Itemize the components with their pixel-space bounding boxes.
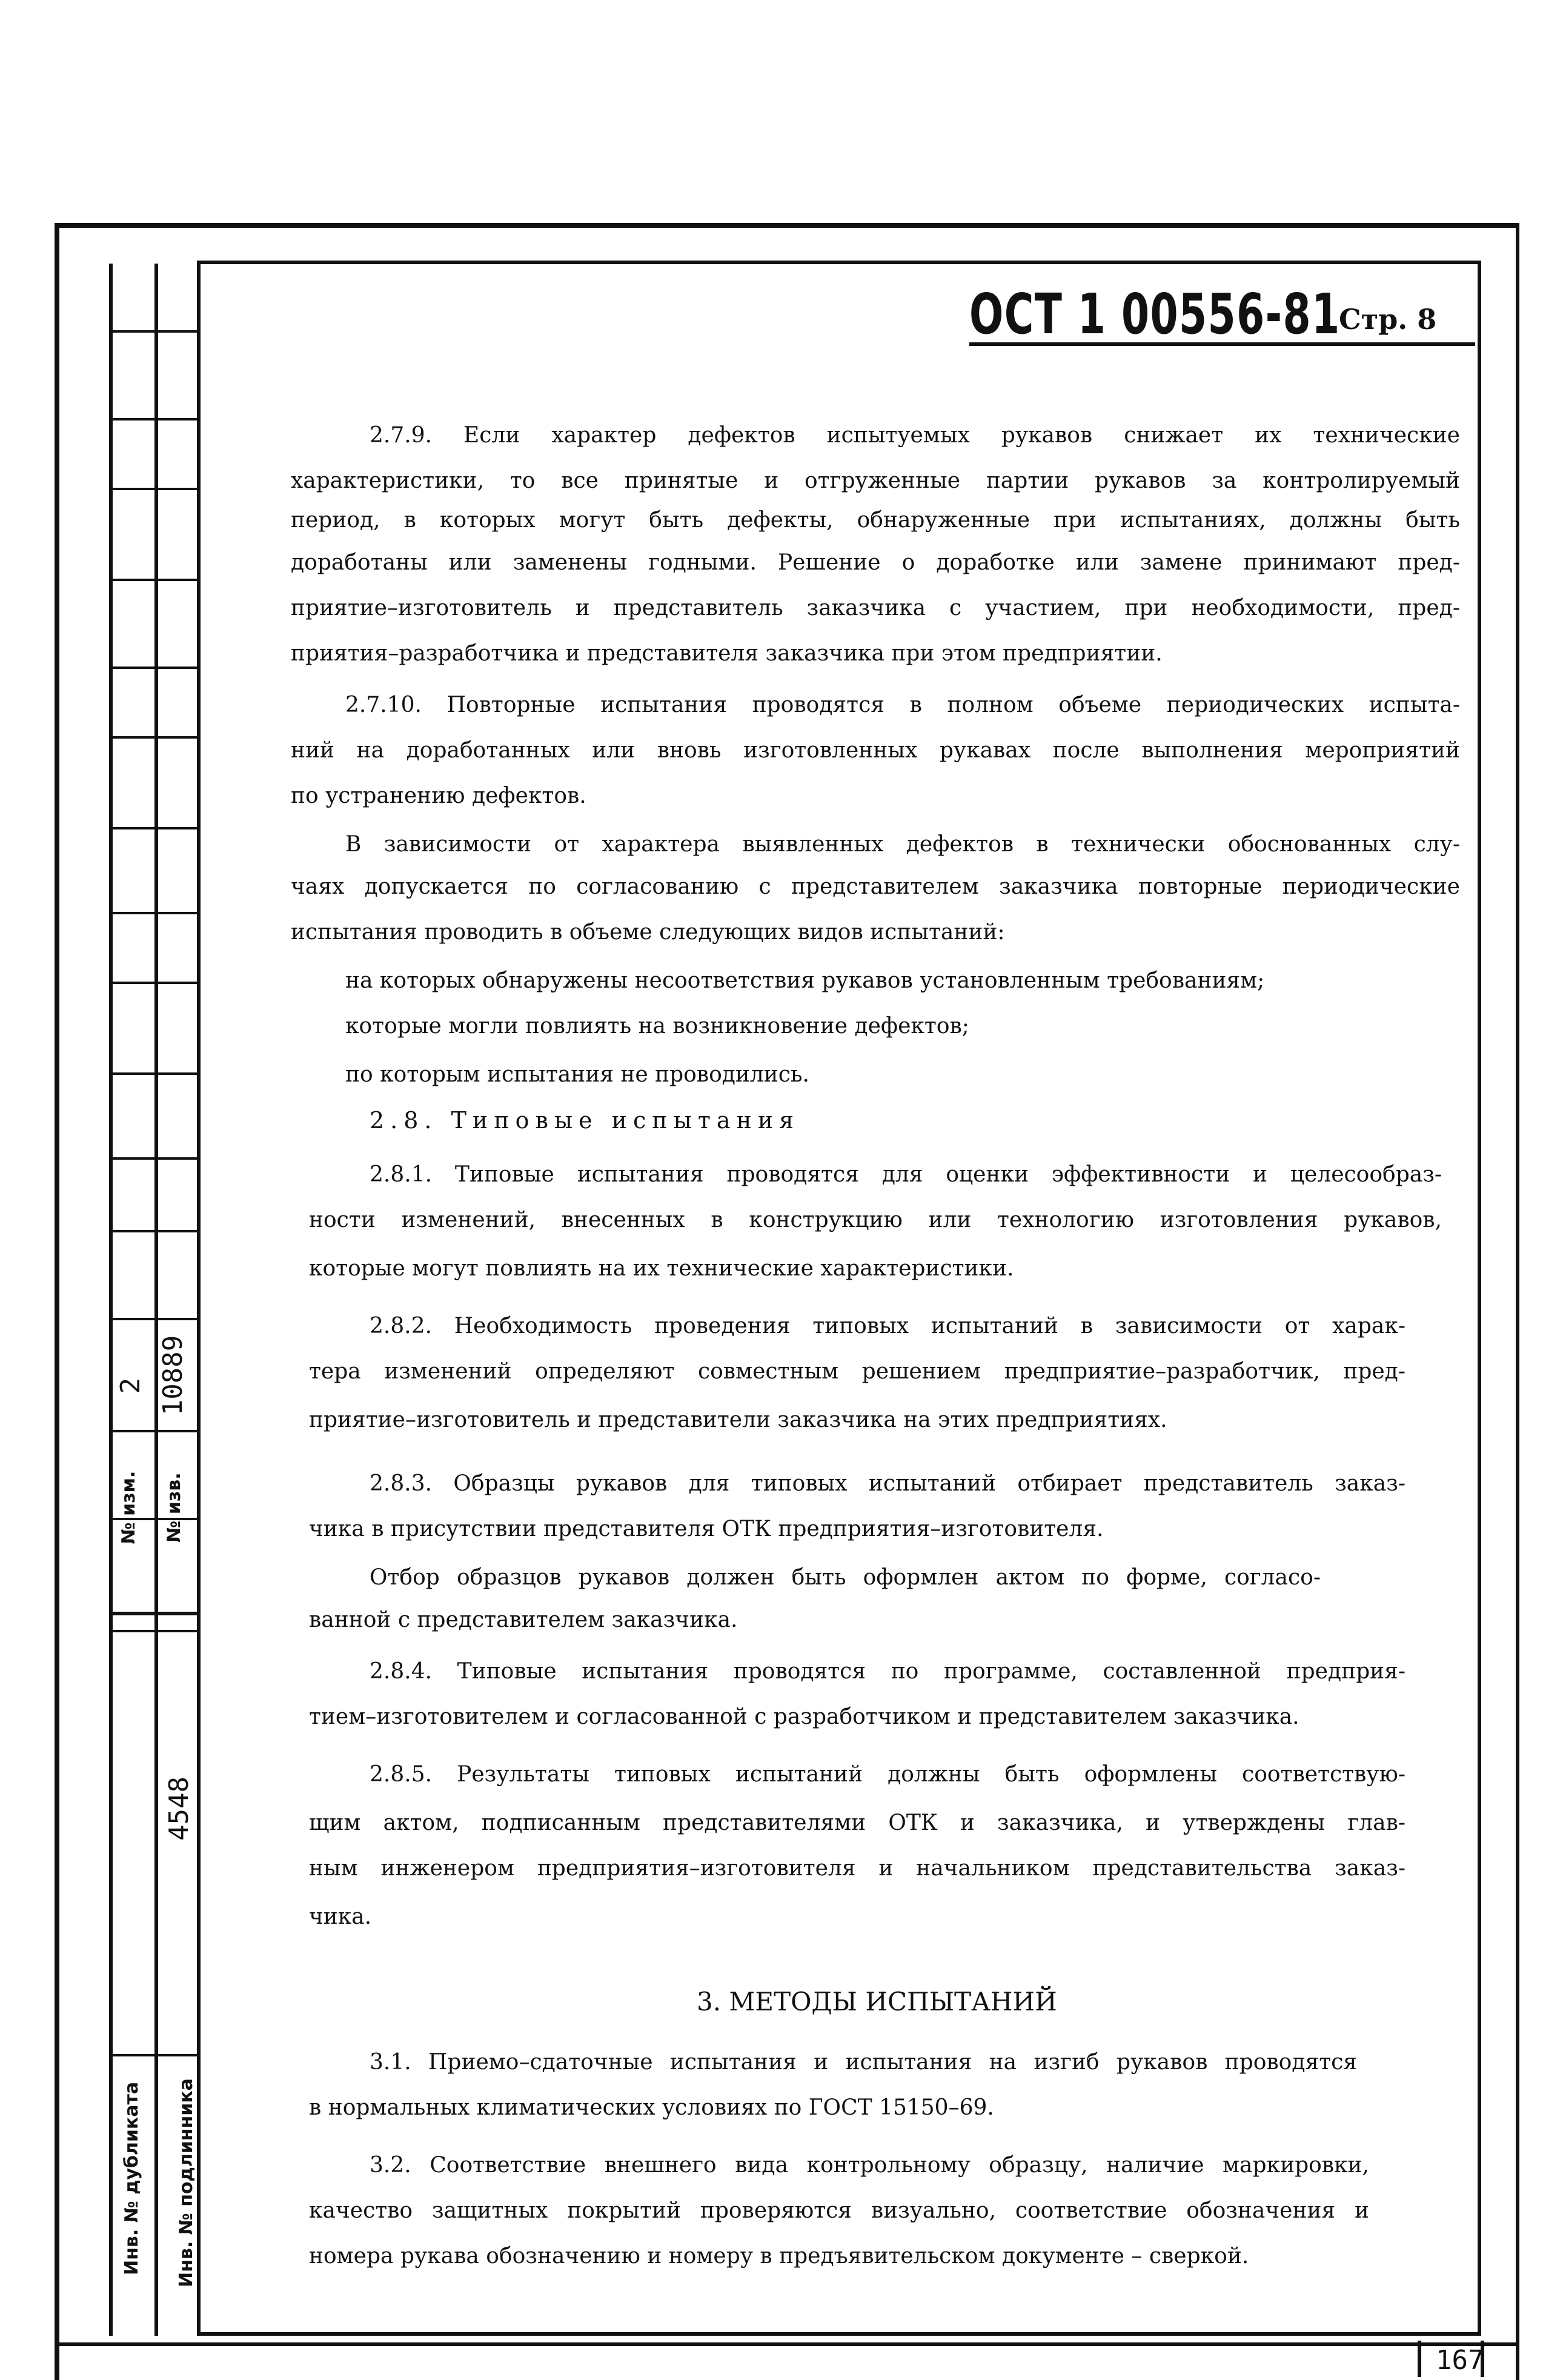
p32-line: качество защитных покрытий проверяются визуально, соответствие обозначения и	[309, 2198, 1369, 2223]
notice-value: 10889	[158, 1335, 188, 1416]
p282-line: 2.8.2. Необходимость проведения типовых испытаний в зависимости от харак-	[370, 1314, 1405, 1338]
p-sample-line: ванной с представителем заказчика.	[309, 1607, 738, 1632]
p-sample-line: Отбор образцов рукавов должен быть оформлен актом по форме, согласо-	[370, 1565, 1321, 1590]
p279-line: доработаны или заменены годными. Решение о доработке или замене принимают пред-	[291, 550, 1460, 575]
p32-line: номера рукава обозначению и номеру в предъявительском документе – сверкой.	[309, 2244, 1249, 2269]
p2710-line: ний на доработанных или вновь изготовленных рукавах после выполнения мероприятий	[291, 738, 1460, 763]
section-heading-3: 3. МЕТОДЫ ИСПЫТАНИЙ	[697, 1987, 1057, 2016]
p281-line: ности изменений, внесенных в конструкцию или технологию изготовления рукавов,	[309, 1208, 1442, 1232]
p31-line: 3.1. Приемо–сдаточные испытания и испытания на изгиб рукавов проводятся	[370, 2050, 1357, 2075]
list-line: на которых обнаружены несоответствия рукавов установленным требованиям;	[345, 968, 1265, 993]
p285-line: щим актом, подписанным представителями ОТК и заказчика, и утверждены глав-	[309, 1810, 1405, 1835]
p282-line: приятие–изготовитель и представители заказчика на этих предприятиях.	[309, 1408, 1167, 1432]
duplicate-inventory-label: Инв. № дубликата	[121, 2081, 142, 2275]
p279-line: приятия–разработчика и представителя заказчика при этом предприятии.	[291, 641, 1163, 666]
page-label: Стр. 8	[1339, 303, 1437, 336]
p283-line: чика в присутствии представителя ОТК предприятия–изготовителя.	[309, 1517, 1104, 1541]
p285-line: 2.8.5. Результаты типовых испытаний должны быть оформлены соответствую-	[370, 1762, 1405, 1787]
p-depend-line: испытания проводить в объеме следующих видов испытаний:	[291, 920, 1005, 945]
p279-line: период, в которых могут быть дефекты, обнаруженные при испытаниях, должны быть	[291, 508, 1460, 533]
document-code: ОСТ 1 00556-81	[969, 282, 1341, 347]
p279-line: характеристики, то все принятые и отгруженные партии рукавов за контролируемый	[291, 468, 1460, 493]
p284-line: 2.8.4. Типовые испытания проводятся по программе, составленной предприя-	[370, 1659, 1405, 1684]
p279-line: 2.7.9. Если характер дефектов испытуемых рукавов снижает их технические	[370, 423, 1460, 448]
list-line: которые могли повлиять на возникновение дефектов;	[345, 1014, 969, 1039]
notice-label: № изв.	[164, 1472, 185, 1543]
p284-line: тием–изготовителем и согласованной с разработчиком и представителем заказчика.	[309, 1704, 1299, 1729]
changes-label: № изм.	[118, 1471, 139, 1544]
p285-line: ным инженером предприятия–изготовителя и начальником представительства заказ-	[309, 1856, 1405, 1881]
p-depend-line: В зависимости от характера выявленных дефектов в технически обоснованных слу-	[345, 832, 1460, 857]
changes-value: 2	[115, 1377, 146, 1394]
outer-frame-bottom	[55, 2342, 1519, 2346]
p2710-line: 2.7.10. Повторные испытания проводятся в полном объеме периодических испыта-	[345, 693, 1460, 717]
page-number: 167	[1436, 2345, 1484, 2376]
p281-line: которые могут повлиять на их технические характеристики.	[309, 1256, 1014, 1281]
section-heading-2-8: 2.8. Типовые испытания	[370, 1107, 800, 1134]
p281-line: 2.8.1. Типовые испытания проводятся для оценки эффективности и целесообраз-	[370, 1162, 1442, 1187]
original-inventory-label: Инв. № подлинника	[176, 2078, 197, 2287]
p283-line: 2.8.3. Образцы рукавов для типовых испытаний отбирает представитель заказ-	[370, 1471, 1405, 1496]
p282-line: тера изменений определяют совместным решением предприятие–разработчик, пред-	[309, 1359, 1405, 1384]
p285-line: чика.	[309, 1904, 372, 1929]
p-depend-line: чаях допускается по согласованию с представителем заказчика повторные периодические	[291, 874, 1460, 899]
header-rule	[969, 342, 1475, 346]
original-inventory-value: 4548	[164, 1777, 194, 1841]
p279-line: приятие–изготовитель и представитель заказчика с участием, при необходимости, пред-	[291, 596, 1460, 620]
p2710-line: по устранению дефектов.	[291, 783, 586, 808]
p32-line: 3.2. Соответствие внешнего вида контрольному образцу, наличие маркировки,	[370, 2153, 1369, 2178]
list-line: по которым испытания не проводились.	[345, 1062, 809, 1087]
p31-line: в нормальных климатических условиях по ГОСТ 15150–69.	[309, 2095, 994, 2120]
